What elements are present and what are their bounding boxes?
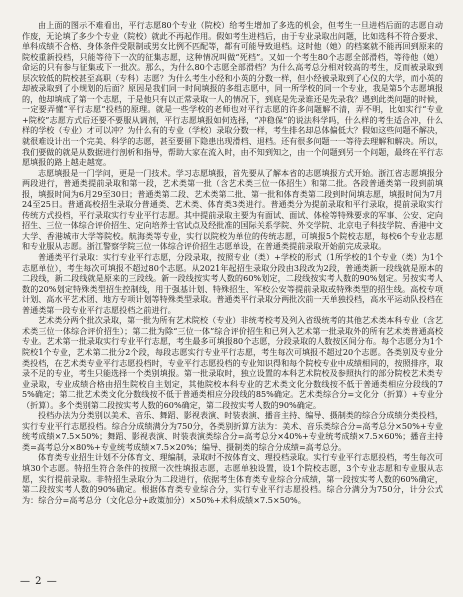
paragraph-sports-category-admission: 体育类专业招生计划不分体育文、理编制，录取时不按体育文、理投档录取。实行专业平行志愿投档，考生每次可填30个志愿。特招生符合条件的按照一次性填报志愿，志愿单独设置，设1个院校志愿，3个专业志愿和专业服从志愿，实行提前录取。非特招生录取分为二段进行，依据考生体育类专业综合分成绩，第一段按实考人数的60%确定，第二段按实考人数的90%确定。根据体育类专业综合分，实行专业平行志愿投档。综合分满分为750分，计分公式为：综合分=高考总分（文化总分+政策加分）×50%+术科成绩×7.5×50%。 (22, 452, 443, 505)
paragraph-volunteer-filing-overview: 志愿填报是一门学问，更是一门技术。学习志愿填报，首先要从了解本省的志愿填报方式开始。浙江省志愿填报分两段进行，普通类提前录取和第一段，艺术类第一批（含艺术类三位一体招生）和第二批。各段普通类第一段到前填报，填报时间为6月29至30日；普通类第二段、艺术类第二批、第一批和体育类第二段到时间填志愿，填报时间为7月24至25日。普通高校招生录取分普通类、艺术类、体育类3类进行。普通类分为提前录取和平行录取，提前录取实行传统方式投档，平行录取实行专业平行志愿。其中提前录取主要为有面试、面试、体检等特殊要求的军事、公安、定向招生、三位一体综合评价招生、定向培养士官试点及经批准的国际关系学院、外交学院、北京电子科技学院、香港中文大学、香港城市大学等院校。航海类等专业，实行以院校为单位的传统志愿，可填报5个院校志愿，每校6个专业志愿和专业服从志愿。浙江警察学院三位一体综合评价招生志愿单设，在普通类提前录取开始前完成录取。 (22, 167, 443, 252)
paragraph-general-category-admission: 普通类平行录取：实行专业平行志愿，分段录取，按照专业（类）+学校的形式（1所学校的1个专业（类）为1个志愿单位），考生每次可填报不超过80个志愿。从2021年起招生录取分段由3段改为2段，普通类新一段线就是原本的二段线，新二段线就是原来的三段线。新一段线按实考人数的60%划定，二段线按实考人数的90%划定。另按实考人数的20%划定特殊类型招生控制线，用于强基计划、特殊招生、军校公安等提前录取或特殊类型的招生线。高校专项计划、高水平艺术团、地方专项计划等特殊类型录取。普通类平行录取分两批次前一天单独投档，高水平运动队投档在普通类第一段专业平行志愿投档之前进行。 (22, 252, 443, 315)
paragraph-parallel-volunteer-intro: 由上面的图示不难看出，平行志愿80个专业（院校）给考生增加了多选的机会，但考生一旦进档后面的志愿自动作废，无论填了多少个专业（院校）就此不再起作用。假如考生进档后，由于专业录取出问题，比如选科不符合要求、单科成绩不合格、身体条件受限制或男女比例不匹配等，都有可能导致退档。这时他（她）的档案就不能再回到原来的院校重新投档，只能等待下一次的征集志愿，这种情况叫做“死档”。又如一个考生80个志愿全部滑档，等待他（她）命运的只有参与征集或下一批次。那么，为什么80个志愿全部滑档？为什么高考总分相对较高的考生，反而被录取到层次较低的院校甚至高职（专科）志愿？为什么考生小经和小英的分数一样，但小经被录取到了心仪的大学，而小英的却被录取到了小规划的后面？原因是我们同一时间填报的多组志愿中，同一所学校的同一个专业，我是第5个志愿填报的，他却填成了第一个志愿，于是他只有以正常录取一人的情况下，到底是先录谁还是先录我？遇到此类问题的时候，一定要弄懂“平行志愿”投档的原理。就是一些学校的老师也对平行志愿的许多问题解不清，弄不明，比如实行“专业+院校”志愿方式后还要不要服从调剂，平行志愿填报如何选择，“冲稳保”的说法科学吗，什么样的考生适合冲，什么样的学校（专业）才可以冲？为什么有的专业（学校）录取分数一样，考生排名却总体偏低大？假如这些问题不解决，就很难设计出一个完美、科学的志愿，甚至要留下隐患出现滑档、退档。还有很多问题一一等待去理解和解决。所以，我们要做的就是从数据进行剖析和指导，帮助大家在流入时，由不知到知之，由一个问题到另一个问题，最终在平行志愿填报的路上越走越宽。 (22, 20, 443, 168)
paragraph-art-score-formula: 投档办法为分类别以美术、音乐、舞蹈、影视表演、时装表演、播音主持、编导、摄制类的综合分成绩分类投档，实行专业平行志愿投档。综合分成绩满分为750分，各类别折算方法为：美术、音乐类综合分=高考总分×50%+专业统考成绩×7.5×50%；舞蹈、影视表演、时装表演类综合分=高考总分×40%+专业统考成绩×7.5×60%；播音主持类=高考总分×80%+专业统考成绩×7.5×20%；编导、摄制类的综合分成绩=高考总分。 (22, 410, 443, 452)
paragraph-art-category-admission: 艺术类分两个批次录取，第一批为所有艺术院校（专业）非统考校考及列入省级统考的其他艺术类本科专业（含艺术类三位一体综合评价招生）；第二批为除“三位一体”综合评价招生和已列入艺术第一批录取外的所有艺术类普通高校专业。艺术第一批录取实行专业平行志愿，考生最多可填报80个志愿，分段录取的人数按区间分布。每个志愿分为1个院校1个专业，艺术第二批分2个段，每段志愿实行专业平行志愿，考生每次可填报不超过20个志愿。各类别及专业分类投档，在艺术类专业平行志愿投档时，专业平行志愿投档的专业知识得和每个院校专业中成绩相同的，按照排序，取录不足的专业，考生只能选择一个类别填报。第一批录取时，独立设置的本科艺术院校及参照执行的部分院校艺术类专业录取，专业成绩合格由招生院校自主划定，其他院校本科专业的艺术类文化分数线按不低于普通类相应分段线的75%确定；第二批艺术类文化分数线按不低于普通类相应分段线的85%确定。艺术类综合分=文化分（折算）+专业分（折算）。多个类别第二段按实考人数的60%确定，第二段按实考人数的90%确定。 (22, 315, 443, 410)
page-number: — 2 — (20, 576, 58, 587)
